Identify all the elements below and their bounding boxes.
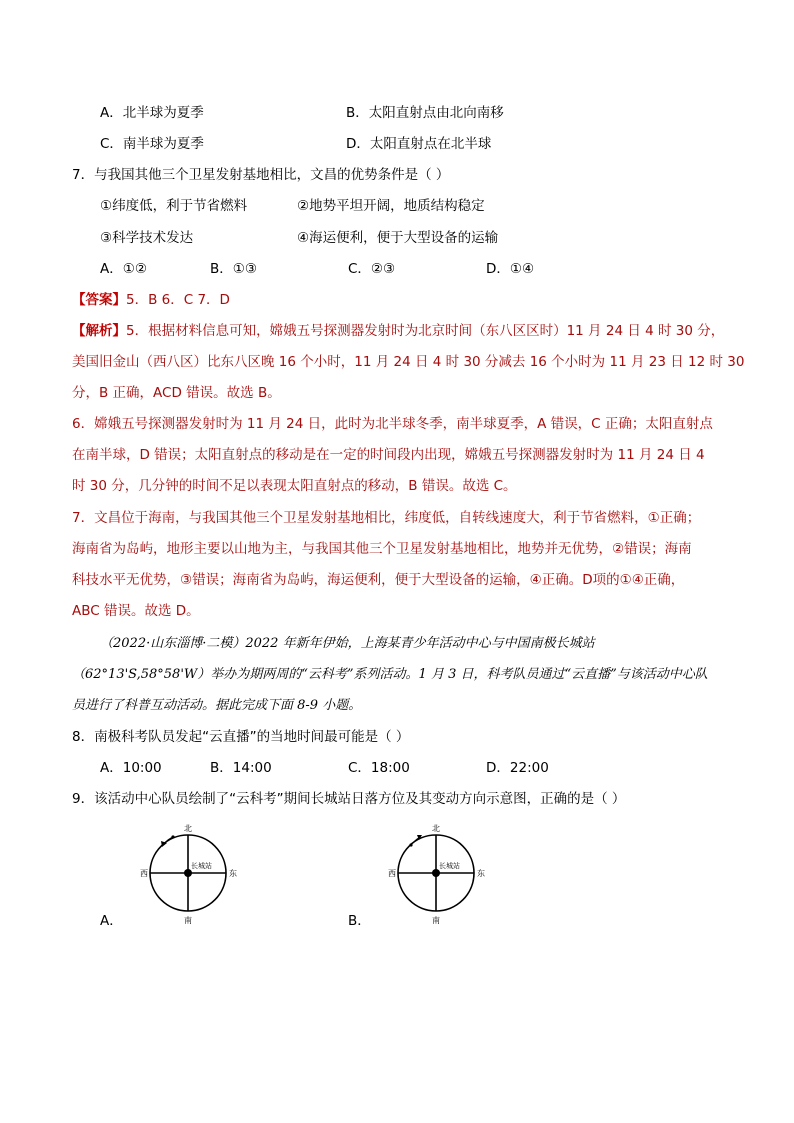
q6-option-c: C．南半球为夏季 <box>100 136 204 152</box>
q9-stem: 9．该活动中心队员绘制了“云科考”期间长城站日落方位及其变动方向示意图，正确的是（ ） <box>72 791 626 807</box>
q7-option-a: A．①② <box>100 261 147 277</box>
q7-option-d: D．①④ <box>486 261 535 277</box>
analysis-line-5: 在南半球，D 错误；太阳直射点的移动是在一定的时间段内出现，嫦娥五号探测器发射时为 11 月 24 日 4 <box>72 447 705 463</box>
sunset-diagram-a <box>138 822 244 924</box>
material-line-3: 员进行了科普互动活动。据此完成下面 8-9 小题。 <box>72 698 362 713</box>
analysis-line-7: 7．文昌位于海南，与我国其他三个卫星发射基地相比，纬度低，自转线速度大，利于节省燃料，①正确； <box>72 510 701 526</box>
q7-item-1: ①纬度低，利于节省燃料 <box>100 198 248 214</box>
sunset-point <box>171 835 174 838</box>
q8-option-b: B．14:00 <box>210 760 272 776</box>
q7-item-2: ②地势平坦开阔，地质结构稳定 <box>297 198 485 214</box>
q6-option-d: D．太阳直射点在北半球 <box>346 136 492 152</box>
q8-stem: 8．南极科考队员发起“云直播”的当地时间最可能是（ ） <box>72 729 410 745</box>
analysis-line-6: 时 30 分，几分钟的时间不足以表现太阳直射点的移动，B 错误。故选 C。 <box>72 478 517 494</box>
west-label: 西 <box>140 869 148 878</box>
material-line-2: （62°13'S,58°58'W）举办为期两周的“云科考”系列活动。1 月 3 日，科考队员通过“云直播”与该活动中心队 <box>72 667 708 682</box>
analysis-line-3: 分，B 正确，ACD 错误。故选 B。 <box>72 385 281 401</box>
north-label: 北 <box>184 824 192 833</box>
q7-option-b: B．①③ <box>210 261 257 277</box>
q7-item-4: ④海运便利，便于大型设备的运输 <box>297 230 499 246</box>
station-dot <box>432 869 440 877</box>
q6-option-b: B．太阳直射点由北向南移 <box>346 105 504 121</box>
q7-stem: 7．与我国其他三个卫星发射基地相比，文昌的优势条件是（ ） <box>72 167 450 183</box>
answer-line <box>72 290 230 310</box>
analysis-line-2: 美国旧金山（西八区）比东八区晚 16 个小时，11 月 24 日 4 时 30 分减去 16 个小时为 11 月 23 日 12 时 30 <box>72 354 745 370</box>
station-label: 长城站 <box>191 862 212 870</box>
analysis-line-4: 6．嫦娥五号探测器发射时为 11 月 24 日，此时为北半球冬季，南半球夏季，A 错误，C 正确；太阳直射点 <box>72 416 713 432</box>
q6-option-a: A．北半球为夏季 <box>100 105 204 121</box>
q8-option-d: D．22:00 <box>486 760 549 776</box>
sunset-point <box>409 843 412 846</box>
answer-text: 5．B 6．C 7．D <box>126 292 230 308</box>
south-label: 南 <box>432 916 440 924</box>
q8-option-a: A．10:00 <box>100 760 162 776</box>
material-line-1: （2022·山东淄博·二模）2022 年新年伊始，上海某青少年活动中心与中国南极长城站 <box>100 636 595 651</box>
q8-option-c: C．18:00 <box>348 760 410 776</box>
answer-tag: 【答案】 <box>72 292 126 308</box>
south-label: 南 <box>184 916 192 924</box>
north-label: 北 <box>432 824 440 833</box>
q9-option-b: B． <box>348 913 371 929</box>
q9-option-a: A． <box>100 913 123 929</box>
east-label: 东 <box>229 869 237 878</box>
analysis-line-10: ABC 错误。故选 D。 <box>72 603 200 619</box>
q7-item-3: ③科学技术发达 <box>100 230 194 246</box>
east-label: 东 <box>477 869 485 878</box>
q7-option-c: C．②③ <box>348 261 396 277</box>
station-dot <box>184 869 192 877</box>
west-label: 西 <box>388 869 396 878</box>
analysis-tag: 【解析】 <box>72 323 126 339</box>
analysis-line-8: 海南省为岛屿，地形主要以山地为主，与我国其他三个卫星发射基地相比，地势并无优势，②错误；海南 <box>72 541 692 557</box>
analysis-line-9: 科技水平无优势，③错误；海南省为岛屿，海运便利，便于大型设备的运输，④正确。D项的①④正确， <box>72 572 685 588</box>
station-label: 长城站 <box>439 862 460 870</box>
sunset-diagram-b <box>386 822 492 924</box>
analysis-text-1: 5．根据材料信息可知，嫦娥五号探测器发射时为北京时间（东八区区时）11 月 24 日 4 时 30 分， <box>126 323 725 339</box>
analysis-line-1 <box>72 321 724 341</box>
